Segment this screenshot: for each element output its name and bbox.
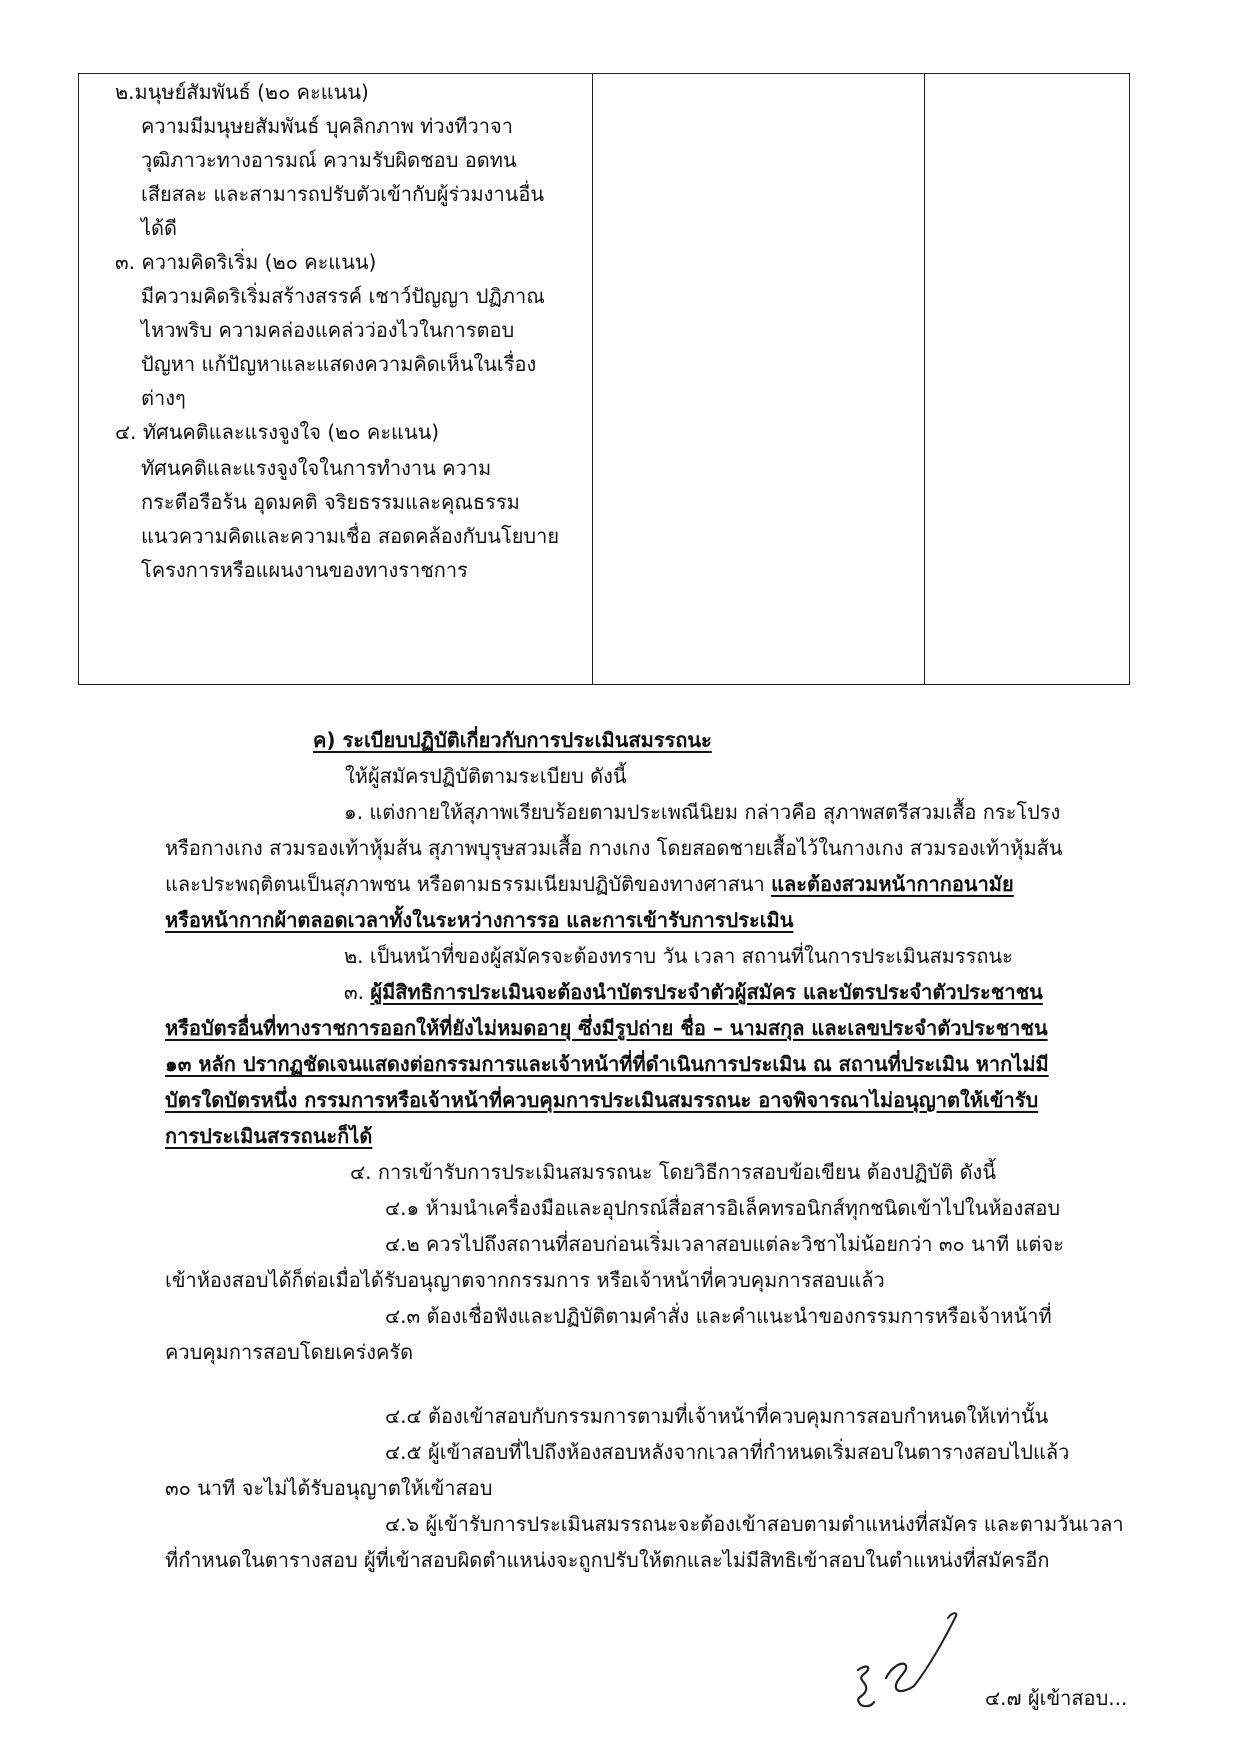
criteria-table [78, 73, 1130, 685]
rule-3-emphasis: บัตรใดบัตรหนึ่ง กรรมการหรือเจ้าหน้าที่ควบคุมการประเมินสมรรถนะ อาจพิจารณาไม่อนุญาตให้เข้ารับ [165, 1088, 1039, 1112]
rule-1-text: และประพฤติตนเป็นสุภาพชน หรือตามธรรมเนียมปฏิบัติของทางศาสนา [165, 872, 772, 896]
section-title: ค) ระเบียบปฏิบัติเกี่ยวกับการประเมินสมรรถนะ [313, 728, 712, 752]
criteria-text: ไหวพริบ ความคล่องแคล่วว่องไวในการตอบ [141, 318, 515, 342]
signature-image [838, 1608, 968, 1718]
continuation-marker: ๔.๗ ผู้เข้าสอบ... [985, 1686, 1128, 1710]
table-divider [924, 74, 925, 684]
criteria-heading: ๒.มนุษย์สัมพันธ์ (๒๐ คะแนน) [115, 80, 369, 104]
criteria-cell [79, 74, 592, 684]
rule-3-emphasis: ๑๓ หลัก ปรากฏชัดเจนแสดงต่อกรรมการและเจ้าหน้าที่ที่ดำเนินการประเมิน ณ สถานที่ประเมิน หากไม่มี [165, 1052, 1049, 1076]
rule-4-6: ๔.๖ ผู้เข้ารับการประเมินสมรรถนะจะต้องเข้าสอบตามตำแหน่งที่สมัคร และตามวันเวลา [385, 1512, 1124, 1536]
rule-4-2: ๔.๒ ควรไปถึงสถานที่สอบก่อนเริ่มเวลาสอบแต่ละวิชาไม่น้อยกว่า ๓๐ นาที แต่จะ [385, 1232, 1064, 1256]
criteria-text: กระตือรือร้น อุดมคติ จริยธรรมและคุณธรรม [141, 490, 520, 514]
rule-1: ๑. แต่งกายให้สุภาพเรียบร้อยตามประเพณีนิยม กล่าวคือ สุภาพสตรีสวมเสื้อ กระโปรง [344, 800, 1061, 824]
criteria-text: ต่างๆ [141, 386, 186, 410]
rule-3-emphasis: การประเมินสรรถนะก็ได้ [165, 1124, 373, 1148]
rule-4-5-cont: ๓๐ นาที จะไม่ได้รับอนุญาตให้เข้าสอบ [165, 1476, 493, 1500]
criteria-text: เสียสละ และสามารถปรับตัวเข้ากับผู้ร่วมงานอื่น [141, 182, 545, 206]
rule-1-emphasis: และต้องสวมหน้ากากอนามัย [771, 872, 1014, 896]
rule-3 [344, 982, 1043, 1002]
criteria-text: ทัศนคติและแรงจูงใจในการทำงาน ความ [141, 456, 492, 480]
rule-3-emphasis: หรือบัตรอื่นที่ทางราชการออกให้ที่ยังไม่หมดอายุ ซึ่งมีรูปถ่าย ชื่อ – นามสกุล และเลขประจำตัวประชาชน [165, 1016, 1048, 1040]
criteria-heading: ๔. ทัศนคติและแรงจูงใจ (๒๐ คะแนน) [115, 420, 440, 444]
criteria-text: วุฒิภาวะทางอารมณ์ ความรับผิดชอบ อดทน [141, 148, 517, 172]
rule-1-cont: หรือกางเกง สวมรองเท้าหุ้มส้น สุภาพบุรุษสวมเสื้อ กางเกง โดยสอดชายเสื้อไว้ในกางเกง สวมรองเท้าหุ้มส้น [165, 836, 1063, 860]
rule-2: ๒. เป็นหน้าที่ของผู้สมัครจะต้องทราบ วัน เวลา สถานที่ในการประเมินสมรรถนะ [344, 944, 1013, 968]
section-intro: ให้ผู้สมัครปฏิบัติตามระเบียบ ดังนี้ [345, 764, 627, 788]
rule-4-1: ๔.๑ ห้ามนำเครื่องมือและอุปกรณ์สื่อสารอิเล็คทรอนิกส์ทุกชนิดเข้าไปในห้องสอบ [385, 1196, 1061, 1220]
rule-4: ๔. การเข้ารับการประเมินสมรรถนะ โดยวิธีการสอบข้อเขียน ต้องปฏิบัติ ดังนี้ [350, 1160, 996, 1184]
rule-1-cont [165, 874, 1014, 894]
rule-1-emphasis: หรือหน้ากากผ้าตลอดเวลาทั้งในระหว่างการรอ และการเข้ารับการประเมิน [165, 908, 794, 932]
criteria-text: ปัญหา แก้ปัญหาและแสดงความคิดเห็นในเรื่อง [141, 352, 537, 376]
criteria-text: ได้ดี [141, 216, 178, 240]
rule-3-number: ๓. [344, 980, 371, 1004]
rule-4-2-cont: เข้าห้องสอบได้ก็ต่อเมื่อได้รับอนุญาตจากกรรมการ หรือเจ้าหน้าที่ควบคุมการสอบแล้ว [165, 1268, 885, 1292]
criteria-heading: ๓. ความคิดริเริ่ม (๒๐ คะแนน) [115, 250, 377, 274]
criteria-text: ความมีมนุษยสัมพันธ์ บุคลิกภาพ ท่วงทีวาจา [141, 114, 513, 138]
rule-4-3: ๔.๓ ต้องเชื่อฟังและปฏิบัติตามคำสั่ง และคำแนะนำของกรรมการหรือเจ้าหน้าที่ [385, 1304, 1052, 1328]
table-divider [592, 74, 593, 684]
rule-4-4: ๔.๔ ต้องเข้าสอบกับกรรมการตามที่เจ้าหน้าที่ควบคุมการสอบกำหนดให้เท่านั้น [385, 1404, 1049, 1428]
rule-4-3-cont: ควบคุมการสอบโดยเคร่งครัด [165, 1340, 414, 1364]
criteria-text: โครงการหรือแผนงานของทางราชการ [141, 558, 468, 582]
criteria-text: แนวความคิดและความเชื่อ สอดคล้องกับนโยบาย [141, 524, 560, 548]
rule-4-6-cont: ที่กำหนดในตารางสอบ ผู้ที่เข้าสอบผิดตำแหน่งจะถูกปรับให้ตกและไม่มีสิทธิเข้าสอบในตำแหน่งที่สมัครอีก [165, 1548, 1050, 1572]
rule-4-5: ๔.๕ ผู้เข้าสอบที่ไปถึงห้องสอบหลังจากเวลาที่กำหนดเริ่มสอบในตารางสอบไปแล้ว [385, 1440, 1070, 1464]
rule-3-emphasis: ผู้มีสิทธิการประเมินจะต้องนำบัตรประจำตัวผู้สมัคร และบัตรประจำตัวประชาชน [370, 980, 1043, 1004]
criteria-text: มีความคิดริเริ่มสร้างสรรค์ เชาว์ปัญญา ปฏิภาณ [141, 284, 545, 308]
